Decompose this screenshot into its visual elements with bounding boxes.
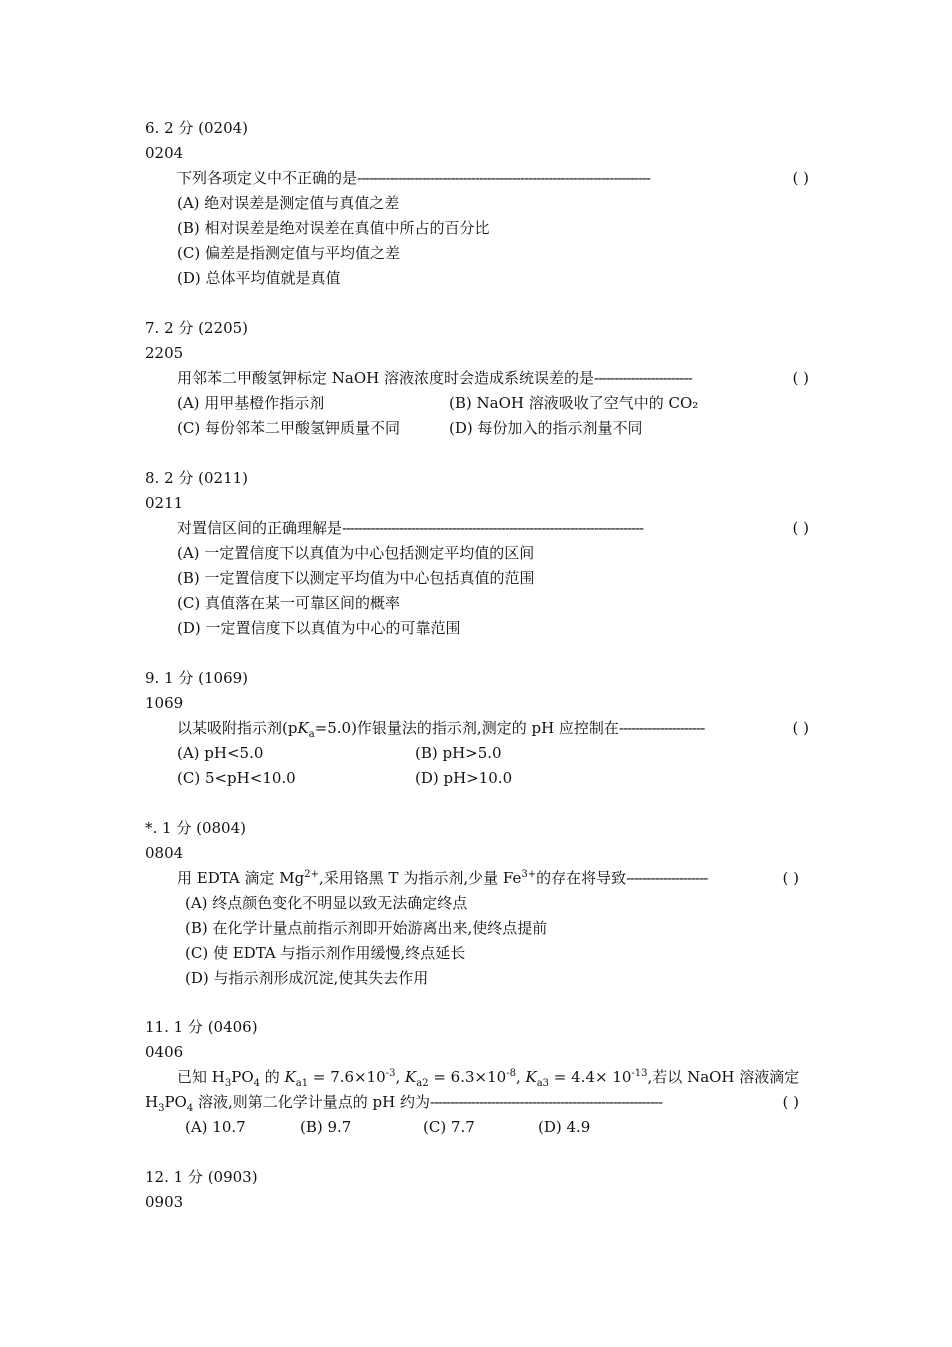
question-code: 0204 <box>145 144 184 162</box>
question-stem: 以某吸附指示剂$(pK_a=5.0)$作银量法的指示剂,测定的 pH 应控制在--------------------- ( ) <box>145 716 825 741</box>
question-code: 0903 <box>145 1193 184 1211</box>
question-stem: 用邻苯二甲酸氢钾标定 NaOH 溶液浓度时会造成系统误差的是------------------------ ( ) <box>145 366 825 391</box>
question-11 <box>145 1015 825 1140</box>
question-stem-line2: $H_3PO_4$ 溶液,则第二化学计量点的 pH 约为--------------------------------------------------------- ( ) <box>145 1090 825 1115</box>
option-d: (D) 4.9 <box>538 1118 591 1136</box>
question-code: 0406 <box>145 1043 184 1061</box>
question-stem: 对置信区间的正确理解是-------------------------------------------------------------------------- ( ) <box>145 516 825 541</box>
question-8 <box>145 466 825 641</box>
question-code: 0804 <box>145 844 184 862</box>
question-code: 2205 <box>145 344 184 362</box>
option-a: (A) 终点颜色变化不明显以致无法确定终点 <box>185 894 468 912</box>
option-c: (C) 7.7 <box>423 1118 475 1136</box>
option-b: (B) 9.7 <box>300 1118 352 1136</box>
option-a: (A) 绝对误差是测定值与真值之差 <box>177 194 400 212</box>
question-header: 6. 2 分 (0204) <box>145 119 249 137</box>
question-code: 0211 <box>145 494 184 512</box>
question-header: 7. 2 分 (2205) <box>145 319 249 337</box>
answer-blank: ( ) <box>792 519 809 537</box>
option-d: (D) 总体平均值就是真值 <box>177 269 341 287</box>
option-c: (C) 真值落在某一可靠区间的概率 <box>177 594 400 612</box>
question-stem-line1: 已知 $H_3PO_4$ 的 $K_{a1} = 7.6\times 10^{-3}$, $K_{a2} = 6.3\times 10^{-8}$, $K_{a3} = 4.4\times 10^{-13}$,若以 NaOH 溶液滴定 <box>177 1068 800 1089</box>
answer-dashes: ------------------------ <box>594 369 692 387</box>
option-a: (A) 一定置信度下以真值为中心包括测定平均值的区间 <box>177 544 535 562</box>
question-6 <box>145 116 825 291</box>
option-d: (D) 每份加入的指示剂量不同 <box>449 419 643 437</box>
question-header: 8. 2 分 (0211) <box>145 469 249 487</box>
option-d: (D) 与指示剂形成沉淀,使其失去作用 <box>185 969 429 987</box>
answer-blank: ( ) <box>782 869 799 887</box>
option-b: (B) 一定置信度下以测定平均值为中心包括真值的范围 <box>177 569 535 587</box>
option-d: (D) 一定置信度下以真值为中心的可靠范围 <box>177 619 461 637</box>
answer-dashes: -------------------- <box>626 869 708 887</box>
option-b: (B) pH>5.0 <box>415 744 502 762</box>
option-b: (B) 在化学计量点前指示剂即开始游离出来,使终点提前 <box>185 919 548 937</box>
question-stem: 用 EDTA 滴定 $Mg^{2+}$,采用铬黑 T 为指示剂,少量 $Fe^{3+}$的存在将导致-------------------- ( ) <box>145 866 825 891</box>
question-10 <box>145 816 825 991</box>
question-header: *. 1 分 (0804) <box>145 819 246 837</box>
answer-dashes: --------------------------------------------------------- <box>430 1093 662 1111</box>
option-row <box>145 741 825 766</box>
option-b: (B) 相对误差是绝对误差在真值中所占的百分比 <box>177 219 490 237</box>
question-header: 9. 1 分 (1069) <box>145 669 249 687</box>
option-a: (A) 用甲基橙作指示剂 <box>177 394 325 412</box>
option-d: (D) pH>10.0 <box>415 769 513 787</box>
answer-blank: ( ) <box>792 369 809 387</box>
option-c: (C) 使 EDTA 与指示剂作用缓慢,终点延长 <box>185 944 466 962</box>
answer-blank: ( ) <box>792 719 809 737</box>
question-header: 11. 1 分 (0406) <box>145 1018 258 1036</box>
option-row <box>145 1115 825 1140</box>
answer-dashes: -------------------------------------------------------------------------- <box>342 519 644 537</box>
option-c: (C) 每份邻苯二甲酸氢钾质量不同 <box>177 419 400 437</box>
question-7 <box>145 316 825 441</box>
option-b: (B) NaOH 溶液吸收了空气中的 CO₂ <box>449 394 699 412</box>
answer-dashes: --------------------- <box>618 719 705 737</box>
question-header: 12. 1 分 (0903) <box>145 1168 258 1186</box>
question-code: 1069 <box>145 694 184 712</box>
option-a: (A) 10.7 <box>185 1118 246 1136</box>
option-row <box>145 416 825 441</box>
option-row <box>145 766 825 791</box>
answer-dashes: ------------------------------------------------------------------------ <box>357 169 650 187</box>
question-12 <box>145 1165 825 1215</box>
question-9 <box>145 666 825 791</box>
answer-blank: ( ) <box>782 1093 799 1111</box>
option-c: (C) 5<pH<10.0 <box>177 769 296 787</box>
answer-blank: ( ) <box>792 169 809 187</box>
option-a: (A) pH<5.0 <box>177 744 264 762</box>
question-stem: 下列各项定义中不正确的是------------------------------------------------------------------------ ( ) <box>145 166 825 191</box>
option-c: (C) 偏差是指测定值与平均值之差 <box>177 244 400 262</box>
option-row <box>145 391 825 416</box>
